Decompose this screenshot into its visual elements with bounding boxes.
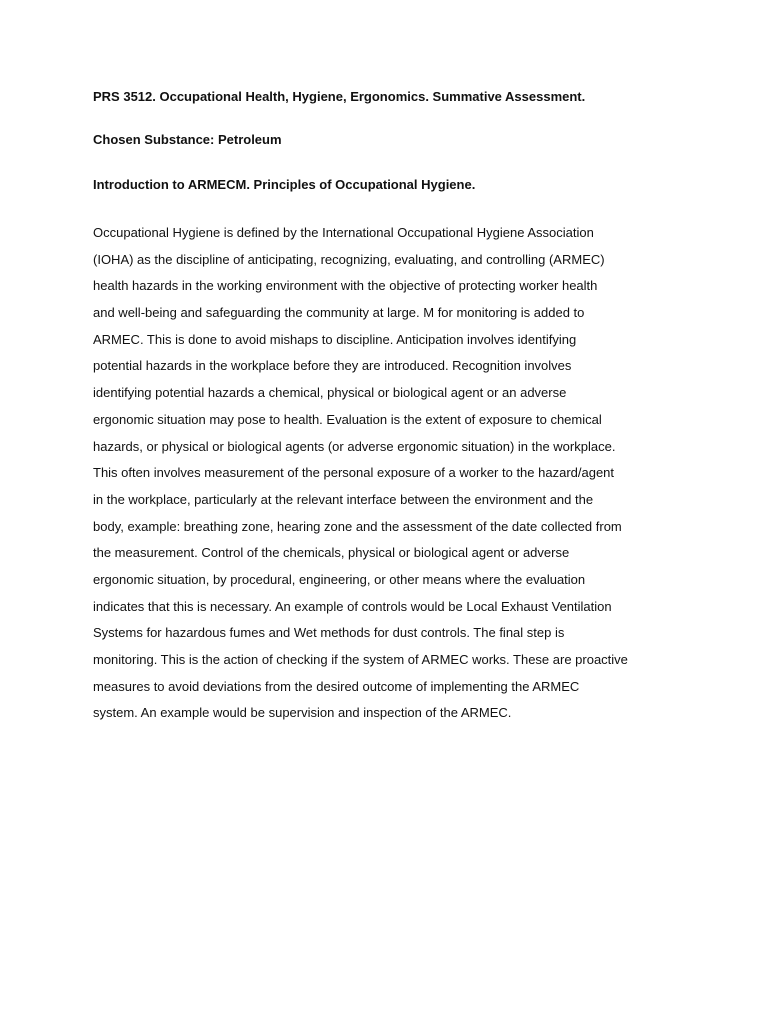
paragraph-line: indicates that this is necessary. An example of controls would be Local Exhaust Ventilation [93, 598, 612, 614]
paragraph-line: This often involves measurement of the personal exposure of a worker to the hazard/agent [93, 465, 615, 481]
paragraph-line: Systems for hazardous fumes and Wet methods for dust controls. The final step is [93, 625, 565, 641]
paragraph-line: ergonomic situation may pose to health. Evaluation is the extent of exposure to chemical [93, 411, 602, 427]
paragraph-line: in the workplace, particularly at the relevant interface between the environment and the [93, 491, 594, 507]
paragraph-line: measures to avoid deviations from the desired outcome of implementing the ARMEC [93, 678, 580, 694]
paragraph-line: identifying potential hazards a chemical, physical or biological agent or an adverse [93, 385, 567, 401]
paragraph-line: and well-being and safeguarding the community at large. M for monitoring is added to [93, 305, 585, 321]
paragraph-line: (IOHA) as the discipline of anticipating, recognizing, evaluating, and controlling (ARMEC) [93, 251, 605, 267]
paragraph-line: the measurement. Control of the chemicals, physical or biological agent or adverse [93, 545, 570, 561]
paragraph-line: health hazards in the working environment with the objective of protecting worker health [93, 278, 598, 294]
paragraph-line: hazards, or physical or biological agents (or adverse ergonomic situation) in the workplace. [93, 438, 616, 454]
paragraph-line: potential hazards in the workplace before they are introduced. Recognition involves [93, 358, 572, 374]
paragraph-line: ARMEC. This is done to avoid mishaps to discipline. Anticipation involves identifying [93, 331, 577, 347]
paragraph-line: body, example: breathing zone, hearing zone and the assessment of the date collected from [93, 518, 622, 534]
chosen-substance: Chosen Substance: Petroleum [93, 132, 282, 147]
body-paragraph [93, 220, 693, 727]
paragraph-line: ergonomic situation, by procedural, engineering, or other means where the evaluation [93, 571, 586, 587]
paragraph-line: system. An example would be supervision and inspection of the ARMEC. [93, 705, 512, 721]
paragraph-line: Occupational Hygiene is defined by the International Occupational Hygiene Association [93, 225, 594, 240]
paragraph-line: monitoring. This is the action of checking if the system of ARMEC works. These are proactive [93, 652, 628, 667]
document-title: PRS 3512. Occupational Health, Hygiene, Ergonomics. Summative Assessment. [93, 89, 586, 104]
section-heading: Introduction to ARMECM. Principles of Occupational Hygiene. [93, 177, 476, 192]
